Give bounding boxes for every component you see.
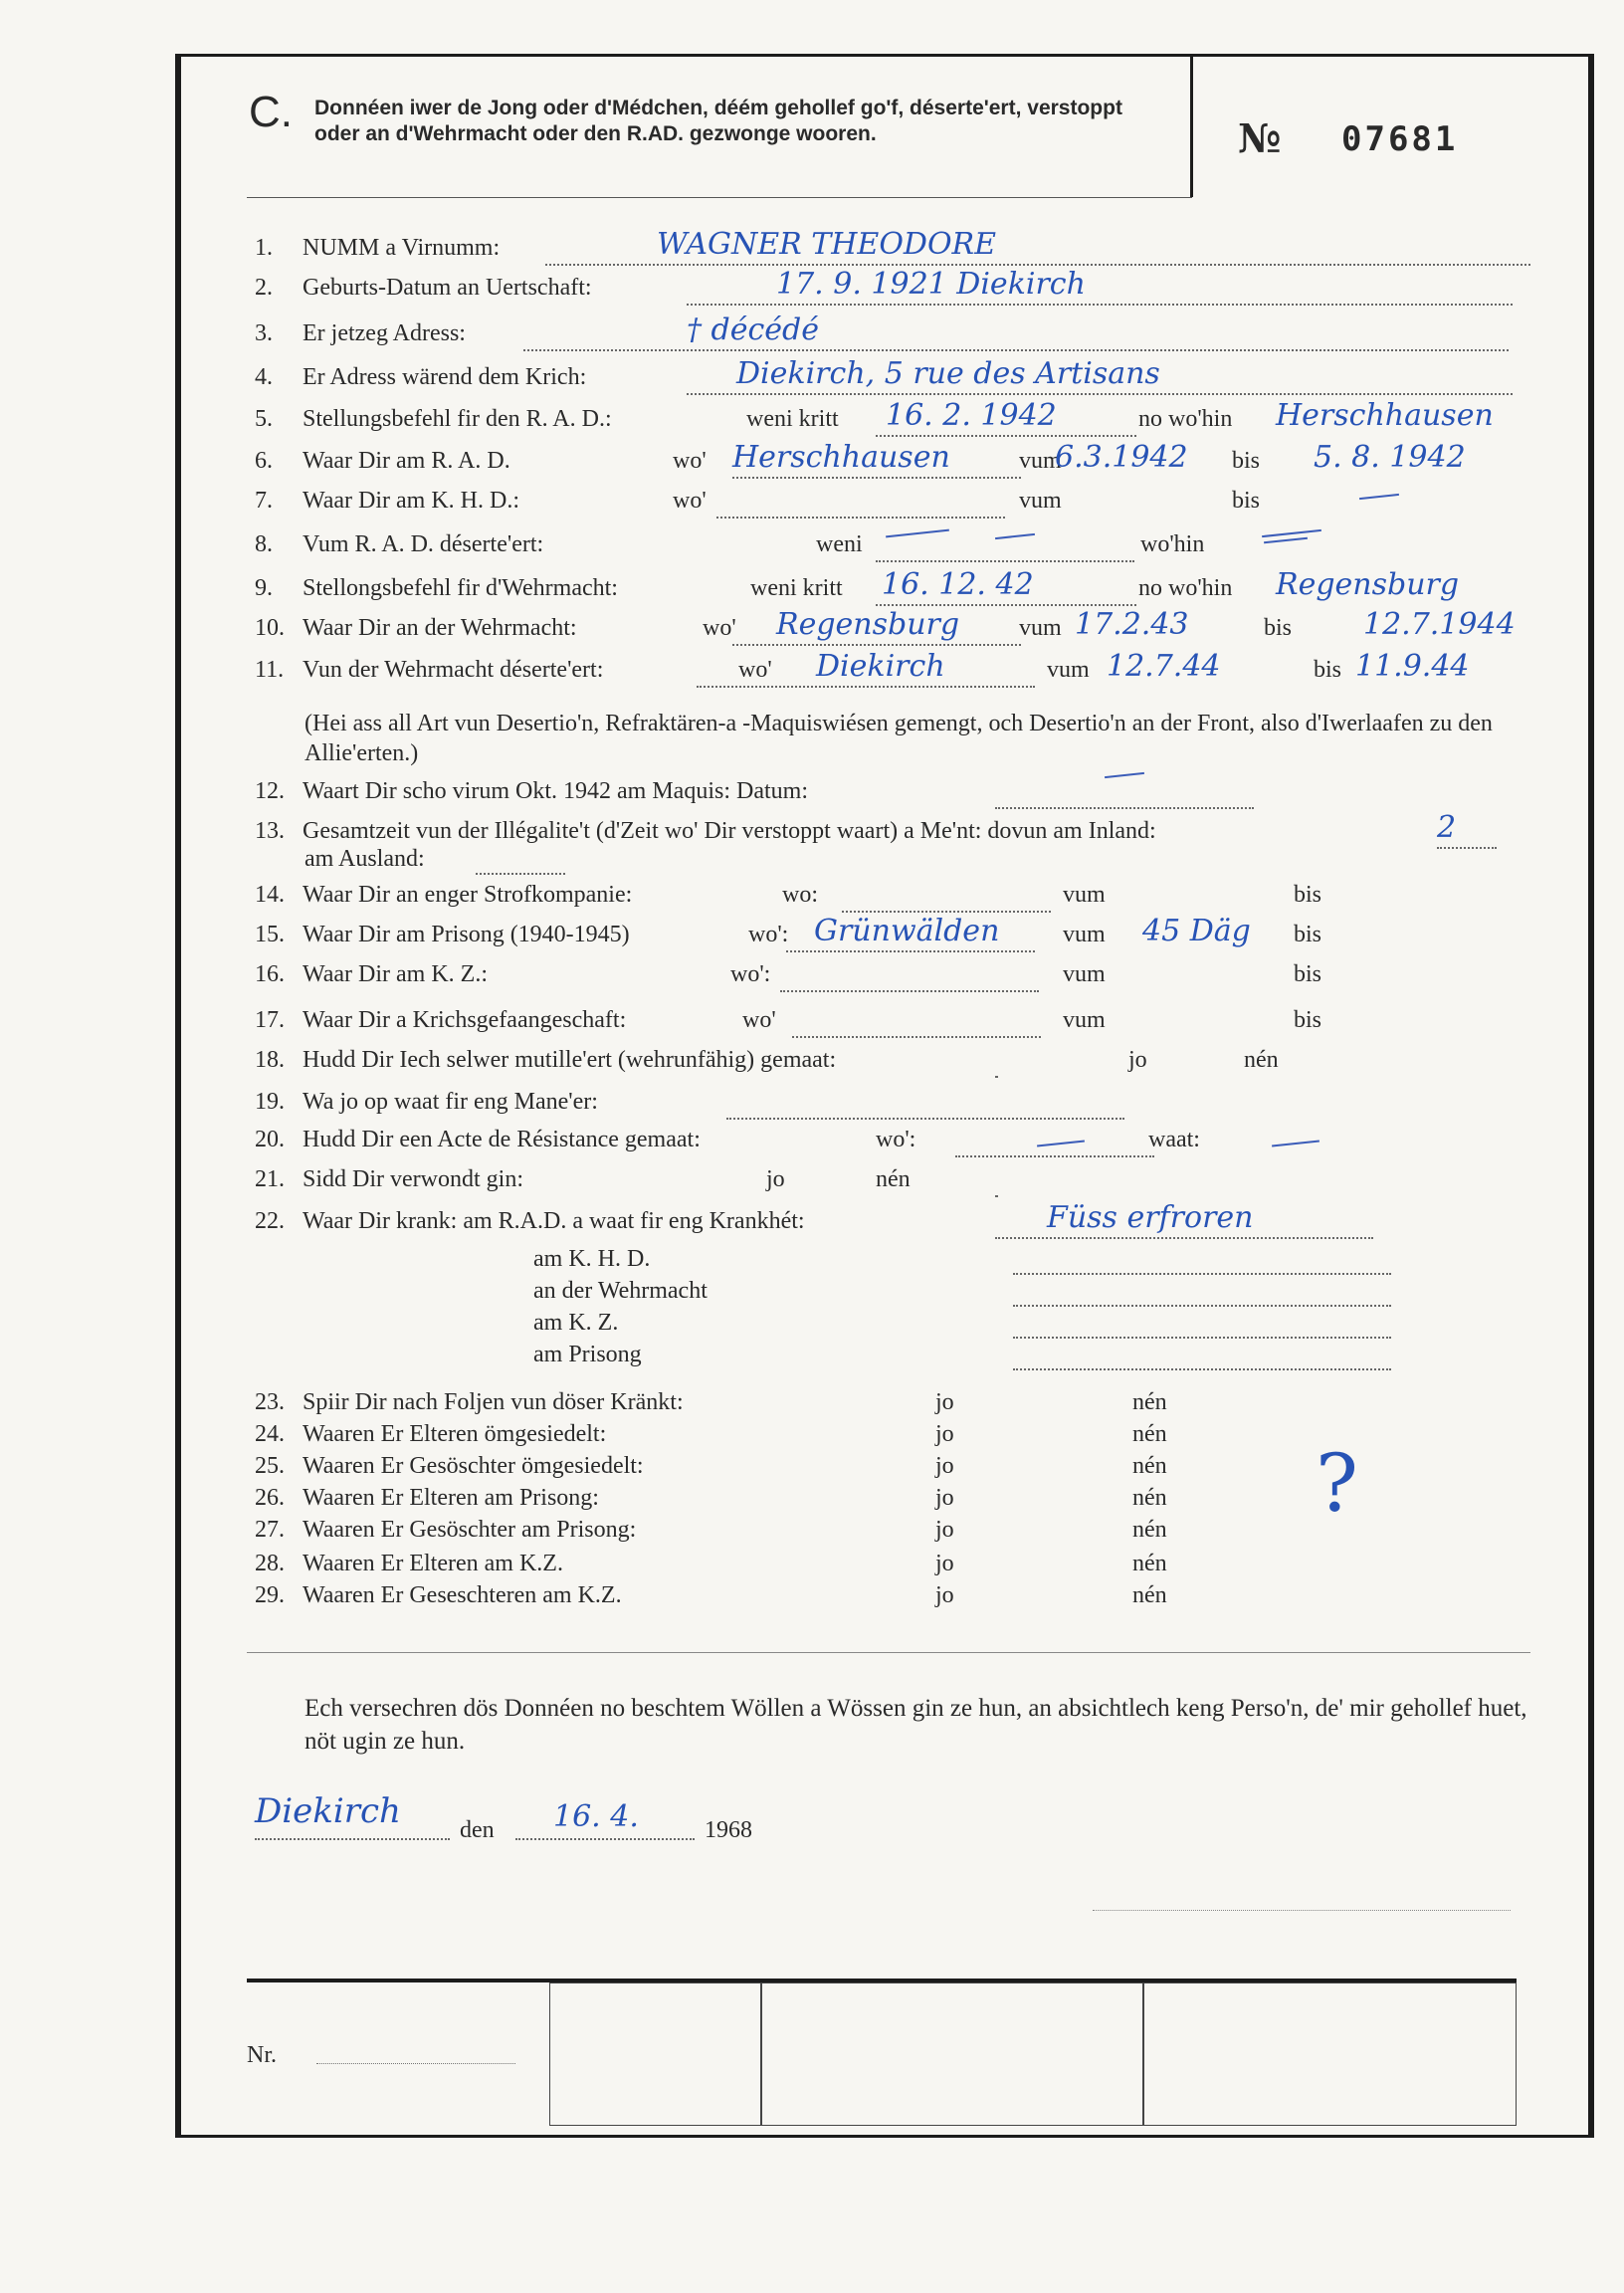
field-label: weni xyxy=(816,531,863,557)
handwritten-entry: Füss erfroren xyxy=(1047,1200,1254,1235)
option-jo: jo xyxy=(935,1551,954,1576)
signature-date: 16. 4. xyxy=(553,1799,639,1834)
row-label: Waar Dir a Krichsgefaangeschaft: xyxy=(303,1007,627,1033)
declaration-rule xyxy=(247,1652,1530,1653)
form-row-2 xyxy=(255,275,592,302)
field-label: weni kritt xyxy=(746,406,839,432)
row-number: 16. xyxy=(255,961,285,987)
signature-year: 1968 xyxy=(705,1817,752,1843)
nr-field[interactable] xyxy=(316,2062,515,2064)
row-number: 26. xyxy=(255,1485,285,1511)
form-row-3 xyxy=(255,320,466,347)
row-label: Stellungsbefehl fir den R. A. D.: xyxy=(303,406,612,432)
option-jo: jo xyxy=(935,1582,954,1608)
field-label: vum xyxy=(1063,961,1106,987)
row-label: Waar Dir krank: am R.A.D. a waat fir eng Krankhét: xyxy=(303,1208,805,1234)
handwritten-entry: 6.3.1942 xyxy=(1055,440,1188,475)
row-number: 12. xyxy=(255,778,285,804)
row-number: 14. xyxy=(255,882,285,908)
form-row-15 xyxy=(255,922,630,948)
row-number: 23. xyxy=(255,1389,285,1415)
sickness-line[interactable] xyxy=(1013,1304,1391,1307)
row-number: 17. xyxy=(255,1007,285,1033)
handwritten-entry: Diekirch xyxy=(816,649,945,684)
handwritten-entry: WAGNER THEODORE xyxy=(657,227,997,262)
nr-label: Nr. xyxy=(247,2042,277,2068)
row-number: 4. xyxy=(255,364,273,390)
row-label: Waar Dir an enger Strofkompanie: xyxy=(303,882,633,908)
form-row-5 xyxy=(255,406,612,433)
row-label: Waaren Er Gesöschter ömgesiedelt: xyxy=(303,1453,644,1479)
sickness-sub-label: am K. Z. xyxy=(533,1310,619,1336)
field-label: wo: xyxy=(782,882,818,908)
answer-line[interactable] xyxy=(687,392,1513,395)
field-label: vum xyxy=(1019,448,1062,474)
form-row-8 xyxy=(255,531,543,558)
row-number: 19. xyxy=(255,1089,285,1115)
option-jo: jo xyxy=(935,1389,954,1415)
row-label: Vum R. A. D. déserte'ert: xyxy=(303,531,544,557)
row-number: 7. xyxy=(255,488,273,514)
form-row-11 xyxy=(255,657,603,684)
field-label: no wo'hin xyxy=(1138,406,1233,432)
handwritten-entry: 2 xyxy=(1437,810,1457,845)
declaration-text: Ech versechren dös Donnéen no beschtem Wöllen a Wössen gin ze hun, an absichtlech keng Perso'n, de' mir gehollef huet, nöt ugin ze hun. xyxy=(304,1695,1527,1755)
note-11: (Hei ass all Art vun Desertio'n, Refraktären-a -Maquiswiésen gemengt, och Desertio'n an der Front, also d'Iwerlaafen zu den Allie'erten.) xyxy=(304,711,1493,766)
number-sign: № xyxy=(1238,115,1282,162)
row-label: Hudd Dir Iech selwer mutille'ert (wehrunfähig) gemaat: xyxy=(303,1047,837,1073)
option-nen: nén xyxy=(1132,1453,1167,1479)
handwritten-entry: Regensburg xyxy=(1276,567,1460,602)
form-row-14 xyxy=(255,882,632,909)
field-label: bis xyxy=(1294,882,1322,908)
sickness-sub-label: am Prisong xyxy=(533,1342,642,1367)
answer-line[interactable] xyxy=(523,348,1509,351)
field-label: wo': xyxy=(748,922,789,947)
row-label: Sidd Dir verwondt gin: xyxy=(303,1166,523,1192)
row-number: 20. xyxy=(255,1127,285,1152)
field-label: bis xyxy=(1264,615,1293,641)
answer-line[interactable] xyxy=(545,263,1530,266)
option-jo: jo xyxy=(1128,1047,1147,1073)
field-label: vum xyxy=(1063,922,1106,947)
row-number: 24. xyxy=(255,1421,285,1447)
row-label: Wa jo op waat fir eng Mane'er: xyxy=(303,1089,598,1115)
field-label: no wo'hin xyxy=(1138,575,1233,601)
answer-line[interactable] xyxy=(687,303,1513,306)
handwritten-entry: 11.9.44 xyxy=(1355,649,1470,684)
field-label: wo'hin xyxy=(1140,531,1205,557)
answer-line[interactable] xyxy=(995,1194,996,1197)
field-label: bis xyxy=(1294,961,1322,987)
question-mark: ? xyxy=(1316,1437,1358,1530)
answer-line[interactable] xyxy=(780,989,1039,992)
handwritten-entry: Herschhausen xyxy=(732,440,950,475)
answer-line[interactable] xyxy=(732,476,1021,479)
handwritten-entry: 16. 12. 42 xyxy=(882,567,1034,602)
row-label: Stellongsbefehl fir d'Wehrmacht: xyxy=(303,575,618,601)
row-number: 10. xyxy=(255,615,285,641)
form-row-27 xyxy=(255,1517,636,1544)
row-label: Spiir Dir nach Foljen vun döser Kränkt: xyxy=(303,1389,684,1415)
signature-place: Diekirch xyxy=(255,1791,401,1831)
row-label: Hudd Dir een Acte de Résistance gemaat: xyxy=(303,1127,701,1152)
option-nen: nén xyxy=(1244,1047,1279,1073)
field-label: vum xyxy=(1063,1007,1106,1033)
handwritten-entry: † décédé xyxy=(687,313,820,347)
row-label: Waar Dir am Prisong (1940-1945) xyxy=(303,922,630,947)
row-number: 13. xyxy=(255,818,285,844)
handwritten-entry: 17.2.43 xyxy=(1075,607,1189,642)
ausland-line[interactable] xyxy=(476,872,565,875)
sickness-sub-label: am K. H. D. xyxy=(533,1246,651,1272)
form-title: Donnéen iwer de Jong oder d'Médchen, déém gehollef go'f, déserte'ert, verstoppt oder an d'Wehrmacht oder den R.AD. gezwonge wooren. xyxy=(314,97,1122,145)
option-nen: nén xyxy=(876,1166,911,1192)
field-label: wo' xyxy=(673,488,707,514)
option-nen: nén xyxy=(1132,1421,1167,1447)
field-label: bis xyxy=(1232,448,1261,474)
option-nen: nén xyxy=(1132,1485,1167,1511)
field-label: wo' xyxy=(673,448,707,474)
form-row-9 xyxy=(255,575,618,602)
field-label: waat: xyxy=(1148,1127,1200,1152)
place-dots xyxy=(255,1837,450,1840)
row-number: 18. xyxy=(255,1047,285,1073)
signature-line xyxy=(1093,1909,1511,1911)
form-row-6 xyxy=(255,448,510,475)
field-label: bis xyxy=(1314,657,1342,683)
option-jo: jo xyxy=(935,1485,954,1511)
handwritten-entry: Regensburg xyxy=(776,607,960,642)
row-label: Waar Dir am K. H. D.: xyxy=(303,488,520,514)
handwritten-entry: Herschhausen xyxy=(1276,398,1494,433)
row-number: 9. xyxy=(255,575,273,601)
option-jo: jo xyxy=(935,1453,954,1479)
answer-line[interactable] xyxy=(726,1117,1124,1120)
row-number: 27. xyxy=(255,1517,285,1543)
option-nen: nén xyxy=(1132,1582,1167,1608)
option-nen: nén xyxy=(1132,1551,1167,1576)
form-row-1 xyxy=(255,235,500,262)
handwritten-entry: Grünwälden xyxy=(814,914,1000,948)
footer-box-2 xyxy=(760,1982,1144,2126)
row-number: 22. xyxy=(255,1208,285,1234)
row-label: Er jetzeg Adress: xyxy=(303,320,466,346)
row-label: Gesamtzeit vun der Illégalite't (d'Zeit wo' Dir verstoppt waart) a Me'nt: dovun am Inland: xyxy=(303,818,1156,844)
answer-line[interactable] xyxy=(876,559,1134,562)
field-label: vum xyxy=(1019,488,1062,514)
field-label: vum xyxy=(1019,615,1062,641)
row-label: Waaren Er Geseschteren am K.Z. xyxy=(303,1582,622,1608)
form-row-22 xyxy=(255,1208,805,1235)
option-jo: jo xyxy=(766,1166,785,1192)
row-label: Waart Dir scho virum Okt. 1942 am Maquis: Datum: xyxy=(303,778,808,804)
option-nen: nén xyxy=(1132,1389,1167,1415)
den-label: den xyxy=(460,1817,495,1843)
field-label: wo': xyxy=(730,961,771,987)
handwritten-entry: 45 Däg xyxy=(1142,914,1251,948)
answer-line[interactable] xyxy=(955,1154,1154,1157)
row-number: 15. xyxy=(255,922,285,947)
header-rule xyxy=(247,197,1192,198)
form-row-12 xyxy=(255,778,808,805)
answer-line[interactable] xyxy=(876,603,1136,606)
field-label: vum xyxy=(1047,657,1090,683)
form-row-18 xyxy=(255,1047,836,1074)
form-row-21 xyxy=(255,1166,523,1193)
answer-line[interactable] xyxy=(842,910,1051,913)
footer-box-1 xyxy=(549,1982,762,2126)
row-label: Waar Dir am K. Z.: xyxy=(303,961,488,987)
field-label: bis xyxy=(1232,488,1261,514)
row-number: 21. xyxy=(255,1166,285,1192)
field-label: vum xyxy=(1063,882,1106,908)
handwritten-entry: 12.7.44 xyxy=(1107,649,1221,684)
row-number: 6. xyxy=(255,448,273,474)
sickness-line[interactable] xyxy=(1013,1367,1391,1370)
form-row-7 xyxy=(255,488,519,515)
row-number: 2. xyxy=(255,275,273,301)
row-label: Waaren Er Elteren am Prisong: xyxy=(303,1485,599,1511)
form-row-24 xyxy=(255,1421,606,1448)
form-row-20 xyxy=(255,1127,701,1153)
handwritten-entry: 12.7.1944 xyxy=(1363,607,1516,642)
footer-box-3 xyxy=(1142,1982,1517,2126)
field-label: bis xyxy=(1294,922,1322,947)
row-number: 25. xyxy=(255,1453,285,1479)
answer-line[interactable] xyxy=(995,1075,996,1078)
handwritten-entry: 5. 8. 1942 xyxy=(1314,440,1466,475)
field-label: wo' xyxy=(703,615,736,641)
row-label: Vun der Wehrmacht déserte'ert: xyxy=(303,657,604,683)
form-number: 07681 xyxy=(1341,119,1459,159)
row-label: Er Adress wärend dem Krich: xyxy=(303,364,587,390)
row-label: Waaren Er Elteren ömgesiedelt: xyxy=(303,1421,607,1447)
form-row-17 xyxy=(255,1007,626,1034)
form-row-10 xyxy=(255,615,577,642)
row-number: 29. xyxy=(255,1582,285,1608)
form-row-13 xyxy=(255,818,1156,845)
row-number: 8. xyxy=(255,531,273,557)
field-label: wo' xyxy=(742,1007,776,1033)
answer-line[interactable] xyxy=(786,949,1035,952)
answer-line[interactable] xyxy=(876,434,1136,437)
row-number: 28. xyxy=(255,1551,285,1576)
row-label: Waaren Er Gesöschter am Prisong: xyxy=(303,1517,637,1543)
option-jo: jo xyxy=(935,1517,954,1543)
form-row-23 xyxy=(255,1389,684,1416)
form-row-16 xyxy=(255,961,488,988)
field-label: bis xyxy=(1294,1007,1322,1033)
row-label: Waaren Er Elteren am K.Z. xyxy=(303,1551,563,1576)
option-nen: nén xyxy=(1132,1517,1167,1543)
section-letter: C. xyxy=(249,88,293,136)
row-label: Waar Dir am R. A. D. xyxy=(303,448,510,474)
answer-line[interactable] xyxy=(716,516,1005,519)
row-label: Waar Dir an der Wehrmacht: xyxy=(303,615,577,641)
option-jo: jo xyxy=(935,1421,954,1447)
field-label: wo': xyxy=(876,1127,916,1152)
date-dots xyxy=(515,1837,695,1840)
sickness-line[interactable] xyxy=(1013,1272,1391,1275)
sickness-sub-label: an der Wehrmacht xyxy=(533,1278,708,1304)
answer-line[interactable] xyxy=(995,806,1254,809)
answer-line[interactable] xyxy=(732,643,1021,646)
form-row-26 xyxy=(255,1485,599,1512)
row-label: NUMM a Virnumm: xyxy=(303,235,501,261)
row-number: 1. xyxy=(255,235,273,261)
answer-line[interactable] xyxy=(697,685,1035,688)
form-row-28 xyxy=(255,1551,563,1577)
ausland-label: am Ausland: xyxy=(304,846,425,872)
header-divider xyxy=(1190,56,1193,197)
handwritten-entry: Diekirch, 5 rue des Artisans xyxy=(736,356,1160,391)
form-row-4 xyxy=(255,364,586,391)
field-label: wo' xyxy=(738,657,772,683)
row-number: 5. xyxy=(255,406,273,432)
handwritten-entry: 17. 9. 1921 Diekirch xyxy=(776,267,1086,302)
sickness-line[interactable] xyxy=(1013,1336,1391,1339)
row-label: Geburts-Datum an Uertschaft: xyxy=(303,275,592,301)
handwritten-entry: 16. 2. 1942 xyxy=(886,398,1057,433)
form-row-29 xyxy=(255,1582,622,1609)
answer-line[interactable] xyxy=(1437,846,1497,849)
field-label: weni kritt xyxy=(750,575,843,601)
answer-line[interactable] xyxy=(792,1035,1041,1038)
row-number: 11. xyxy=(255,657,285,683)
form-row-19 xyxy=(255,1089,598,1116)
row-number: 3. xyxy=(255,320,273,346)
form-row-25 xyxy=(255,1453,644,1480)
answer-line[interactable] xyxy=(995,1236,1373,1239)
